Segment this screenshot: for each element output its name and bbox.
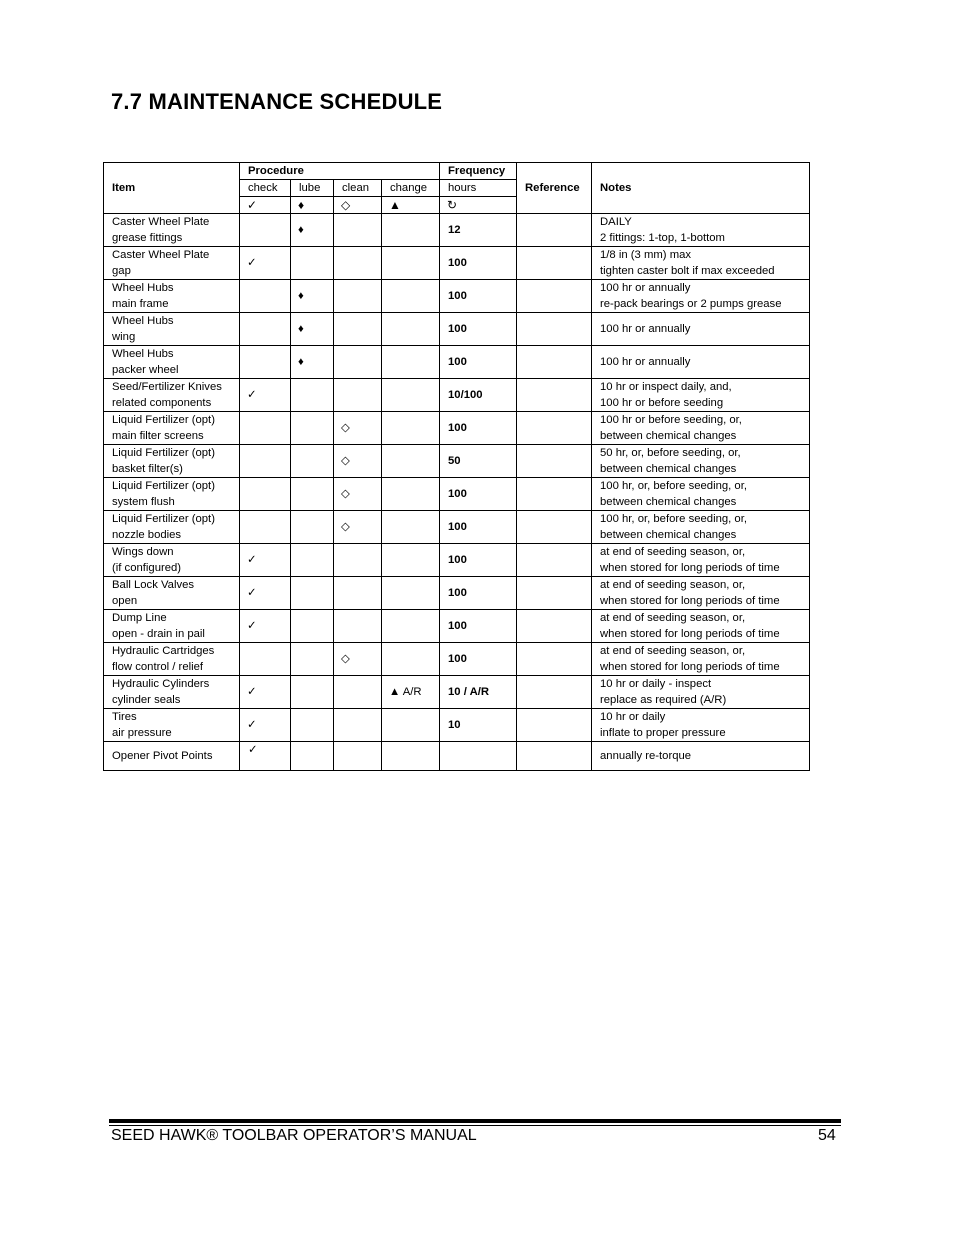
header-procedure: Procedure [240,163,440,180]
check-cell [240,445,291,478]
check-cell [240,511,291,544]
frequency-cell: 100 [440,577,517,610]
item-cell-line-2: cylinder seals [112,694,181,706]
check-cell: ✓ [240,742,291,771]
item-cell-line-2: nozzle bodies [112,529,182,541]
notes-cell-line-1: 100 hr, or, before seeding, or, [600,513,747,525]
reference-cell [517,445,592,478]
header-notes: Notes [592,163,810,214]
notes-cell-line-2: tighten caster bolt if max exceeded [600,265,775,277]
reference-cell [517,412,592,445]
notes-cell-line-2: when stored for long periods of time [600,595,780,607]
notes-cell-line-2: between chemical changes [600,496,737,508]
frequency-cell: 100 [440,511,517,544]
table-row [104,577,810,610]
footer-rule-thin [109,1125,841,1126]
frequency-cell: 100 [440,643,517,676]
frequency-cell: 100 [440,478,517,511]
notes-cell-line-1: at end of seeding season, or, [600,546,746,558]
table-row [104,346,810,379]
reference-cell [517,313,592,346]
frequency-cell: 100 [440,346,517,379]
clean-cell [334,709,382,742]
item-cell-line-1: Liquid Fertilizer (opt) [112,480,215,492]
notes-cell: 100 hr or annually [592,313,810,346]
item-cell [104,610,240,643]
item-cell [104,544,240,577]
table-row [104,313,810,346]
reference-cell [517,577,592,610]
item-cell-line-2: related components [112,397,212,409]
clean-diamond-icon: ◇ [334,197,382,214]
lube-cell: ♦ [291,346,334,379]
lube-cell [291,412,334,445]
table-row [104,544,810,577]
item-cell-line-2: gap [112,265,131,277]
check-cell [240,346,291,379]
item-cell: Opener Pivot Points [104,742,240,771]
change-cell [382,742,440,771]
change-cell [382,445,440,478]
footer-manual-title: SEED HAWK® TOOLBAR OPERATOR’S MANUAL [111,1127,477,1144]
notes-cell-line-2: re-pack bearings or 2 pumps grease [600,298,782,310]
item-cell-line-1: Wings down [112,546,174,558]
notes-cell-line-2: between chemical changes [600,430,737,442]
change-triangle-icon: ▲ [382,197,440,214]
check-cell [240,214,291,247]
notes-cell [592,709,810,742]
clean-cell: ◇ [334,478,382,511]
item-cell [104,379,240,412]
notes-cell-line-1: 10 hr or daily [600,711,666,723]
item-cell-line-2: (if configured) [112,562,182,574]
notes-cell-line-2: when stored for long periods of time [600,628,780,640]
item-cell [104,214,240,247]
table-row [104,643,810,676]
table-row [104,412,810,445]
notes-cell-line-1: 10 hr or daily - inspect [600,678,712,690]
table-row [104,709,810,742]
table-row [104,379,810,412]
item-cell-line-2: system flush [112,496,175,508]
lube-cell: ♦ [291,313,334,346]
notes-cell-line-2: between chemical changes [600,529,737,541]
check-cell: ✓ [240,610,291,643]
item-cell-line-1: Seed/Fertilizer Knives [112,381,222,393]
item-cell [104,280,240,313]
change-cell [382,478,440,511]
notes-cell [592,214,810,247]
reference-cell [517,709,592,742]
item-cell-line-2: main frame [112,298,169,310]
frequency-cell: 50 [440,445,517,478]
change-cell: ▲ A/R [382,676,440,709]
check-cell: ✓ [240,709,291,742]
lube-cell [291,676,334,709]
frequency-cell: 100 [440,247,517,280]
check-cell: ✓ [240,544,291,577]
notes-cell [592,478,810,511]
check-cell: ✓ [240,577,291,610]
check-mark-icon: ✓ [240,197,291,214]
maintenance-schedule-table [103,162,810,771]
clean-cell [334,544,382,577]
notes-cell-line-2: replace as required (A/R) [600,694,727,706]
item-cell [104,247,240,280]
lube-cell [291,742,334,771]
change-cell [382,610,440,643]
change-cell [382,643,440,676]
notes-cell [592,610,810,643]
change-cell [382,247,440,280]
item-cell [104,643,240,676]
item-cell-line-1: Caster Wheel Plate [112,249,210,261]
notes-cell [592,577,810,610]
notes-cell-line-1: 100 hr, or, before seeding, or, [600,480,747,492]
header-frequency: Frequency [440,163,517,180]
notes-cell [592,544,810,577]
item-cell-line-2: wing [112,331,136,343]
item-cell-line-2: grease fittings [112,232,183,244]
item-cell-line-1: Ball Lock Valves [112,579,195,591]
table-row [104,610,810,643]
frequency-cell: 10 [440,709,517,742]
check-cell [240,313,291,346]
table-row [104,247,810,280]
change-cell [382,511,440,544]
header-lube: lube [291,180,334,197]
header-hours: hours [440,180,517,197]
lube-cell [291,610,334,643]
reference-cell [517,379,592,412]
item-cell-line-1: Dump Line [112,612,167,624]
reference-cell [517,742,592,771]
item-cell [104,676,240,709]
notes-cell-line-2: inflate to proper pressure [600,727,726,739]
notes-cell: annually re-torque [592,742,810,771]
change-cell [382,544,440,577]
frequency-cell [440,742,517,771]
notes-cell-line-1: DAILY [600,216,632,228]
item-cell-line-1: Wheel Hubs [112,315,174,327]
clean-cell [334,313,382,346]
item-cell-line-1: Caster Wheel Plate [112,216,210,228]
clean-cell [334,247,382,280]
notes-cell [592,445,810,478]
notes-cell-line-2: when stored for long periods of time [600,562,780,574]
item-cell [104,709,240,742]
header-change: change [382,180,440,197]
lube-cell [291,478,334,511]
frequency-cell: 100 [440,412,517,445]
frequency-cell: 10/100 [440,379,517,412]
reference-cell [517,214,592,247]
change-cell [382,577,440,610]
reference-cell [517,247,592,280]
notes-cell-line-1: at end of seeding season, or, [600,612,746,624]
header-clean: clean [334,180,382,197]
lube-cell [291,445,334,478]
header-item: Item [104,163,240,214]
item-cell-line-2: open - drain in pail [112,628,205,640]
clean-cell [334,280,382,313]
change-cell [382,709,440,742]
notes-cell [592,379,810,412]
reference-cell [517,478,592,511]
notes-cell-line-1: 100 hr or before seeding, or, [600,414,742,426]
item-cell [104,511,240,544]
check-cell [240,643,291,676]
item-cell-line-1: Wheel Hubs [112,282,174,294]
check-cell [240,478,291,511]
lube-cell [291,709,334,742]
notes-cell [592,511,810,544]
clean-cell [334,610,382,643]
notes-cell-line-2: 2 fittings: 1-top, 1-bottom [600,232,725,244]
item-cell-line-2: packer wheel [112,364,179,376]
header-reference: Reference [517,163,592,214]
change-cell [382,412,440,445]
header-check: check [240,180,291,197]
table-row [104,676,810,709]
item-cell-line-2: basket filter(s) [112,463,183,475]
lube-cell [291,643,334,676]
clean-cell [334,379,382,412]
item-cell-line-2: flow control / relief [112,661,204,673]
item-cell-line-2: main filter screens [112,430,204,442]
lube-cell [291,247,334,280]
grease-drop-icon: ♦ [291,197,334,214]
frequency-cell: 100 [440,313,517,346]
check-cell: ✓ [240,379,291,412]
notes-cell-line-2: when stored for long periods of time [600,661,780,673]
change-cell [382,280,440,313]
item-cell-line-2: air pressure [112,727,172,739]
item-cell-line-1: Liquid Fertilizer (opt) [112,513,215,525]
notes-cell-line-1: 10 hr or inspect daily, and, [600,381,732,393]
notes-cell-line-2: between chemical changes [600,463,737,475]
clean-cell [334,577,382,610]
clean-cell [334,346,382,379]
table-row [104,511,810,544]
clean-cell: ◇ [334,643,382,676]
notes-cell-line-2: 100 hr or before seeding [600,397,724,409]
frequency-cell: 100 [440,610,517,643]
check-cell [240,412,291,445]
change-cell [382,313,440,346]
reference-cell [517,676,592,709]
item-cell [104,445,240,478]
footer-rule-thick [109,1119,841,1123]
notes-cell: 100 hr or annually [592,346,810,379]
lube-cell [291,544,334,577]
check-cell [240,280,291,313]
table-row [104,742,810,771]
section-title: 7.7 MAINTENANCE SCHEDULE [111,89,443,114]
change-cell [382,346,440,379]
notes-cell [592,676,810,709]
notes-cell [592,280,810,313]
lube-cell [291,379,334,412]
notes-cell [592,247,810,280]
check-cell: ✓ [240,247,291,280]
lube-cell [291,511,334,544]
item-cell-line-1: Tires [112,711,137,723]
reference-cell [517,511,592,544]
reference-cell [517,280,592,313]
lube-cell: ♦ [291,280,334,313]
lube-cell: ♦ [291,214,334,247]
notes-cell [592,643,810,676]
item-cell-line-1: Liquid Fertilizer (opt) [112,447,215,459]
lube-cell [291,577,334,610]
notes-cell-line-1: 100 hr or annually [600,282,691,294]
clean-cell [334,676,382,709]
frequency-cell: 10 / A/R [440,676,517,709]
notes-cell-line-1: at end of seeding season, or, [600,645,746,657]
footer-page-number: 54 [818,1127,836,1144]
notes-cell-line-1: 50 hr, or, before seeding, or, [600,447,741,459]
change-cell [382,379,440,412]
clean-cell [334,742,382,771]
table-row [104,280,810,313]
clean-cell [334,214,382,247]
item-cell [104,313,240,346]
table-row [104,478,810,511]
frequency-cell: 100 [440,544,517,577]
frequency-cell: 100 [440,280,517,313]
clean-cell: ◇ [334,412,382,445]
item-cell [104,346,240,379]
reference-cell [517,346,592,379]
table-row [104,445,810,478]
notes-cell-line-1: 1/8 in (3 mm) max [600,249,692,261]
hours-clock-icon: ↻ [440,197,517,214]
notes-cell [592,412,810,445]
item-cell [104,577,240,610]
item-cell [104,478,240,511]
item-cell-line-2: open [112,595,138,607]
reference-cell [517,544,592,577]
item-cell-line-1: Hydraulic Cartridges [112,645,215,657]
change-cell [382,214,440,247]
reference-cell [517,610,592,643]
clean-cell: ◇ [334,511,382,544]
reference-cell [517,643,592,676]
notes-cell-line-1: at end of seeding season, or, [600,579,746,591]
item-cell-line-1: Hydraulic Cylinders [112,678,210,690]
item-cell [104,412,240,445]
item-cell-line-1: Wheel Hubs [112,348,174,360]
item-cell-line-1: Liquid Fertilizer (opt) [112,414,215,426]
check-cell: ✓ [240,676,291,709]
clean-cell: ◇ [334,445,382,478]
table-row [104,214,810,247]
frequency-cell: 12 [440,214,517,247]
